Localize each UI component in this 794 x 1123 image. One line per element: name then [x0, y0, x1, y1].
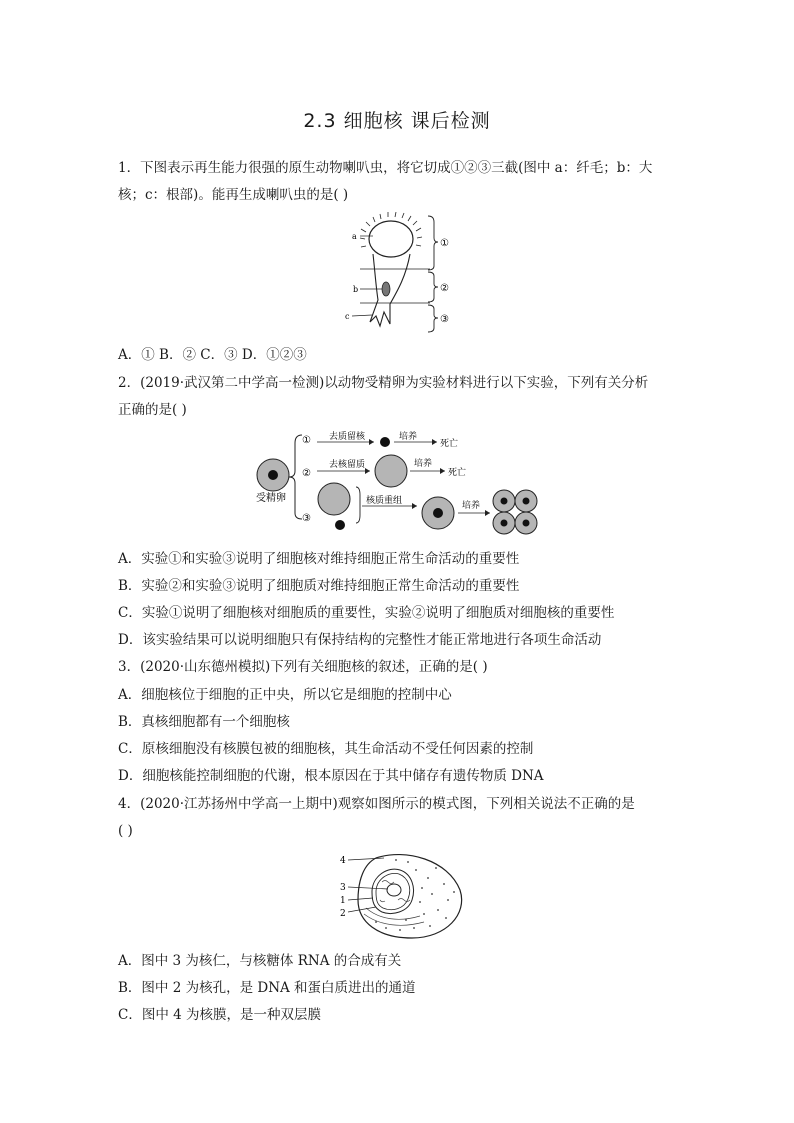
q2-option-d: D．该实验结果可以说明细胞只有保持结构的完整性才能正常地进行各项生命活动: [118, 632, 602, 648]
row3-num: ③: [302, 513, 311, 524]
label-b: b: [353, 285, 359, 294]
q4-option-a: A．图中 3 为核仁，与核糖体 RNA 的合成有关: [118, 953, 402, 969]
trumpet-animal-figure: [340, 212, 460, 337]
page-title: 2.3 细胞核 课后检测: [303, 110, 491, 132]
q1-stem-line2: 核；c：根部)。能再生成喇叭虫的是( ): [118, 187, 349, 203]
row1-step: 去质留核: [329, 432, 366, 442]
row2-step: 去核留质: [329, 460, 366, 470]
row3-culture: 培养: [462, 501, 481, 511]
q4-stem-line1: 4．(2020·江苏扬州中学高一上期中)观察如图所示的模式图，下列相关说法不正确的是: [118, 796, 635, 812]
section-2: ②: [440, 283, 449, 294]
egg-experiment-figure: [252, 425, 552, 540]
row1-culture: 培养: [399, 432, 418, 442]
q3-option-c: C．原核细胞没有核膜包被的细胞核，其生命活动不受任何因素的控制: [118, 741, 534, 757]
row2-num: ②: [302, 468, 311, 479]
q2-option-b: B．实验②和实验③说明了细胞质对维持细胞正常生命活动的重要性: [118, 578, 520, 594]
q2-option-a: A．实验①和实验③说明了细胞核对维持细胞正常生命活动的重要性: [118, 551, 520, 567]
row3-step: 核质重组: [366, 496, 403, 506]
label-c: c: [345, 312, 350, 321]
nucleus-model-figure: [336, 850, 471, 942]
q2-stem-line2: 正确的是( ): [118, 402, 187, 418]
egg-label: 受精卵: [256, 493, 286, 504]
q1-options: A．① B．② C．③ D．①②③: [118, 347, 307, 363]
label-1: 1: [340, 896, 346, 906]
label-4: 4: [340, 856, 346, 866]
q4-stem-line2: ( ): [118, 823, 133, 839]
q3-option-b: B．真核细胞都有一个细胞核: [118, 714, 290, 730]
q3-option-d: D．细胞核能控制细胞的代谢，根本原因在于其中储存有遗传物质 DNA: [118, 768, 544, 784]
q3-option-a: A．细胞核位于细胞的正中央，所以它是细胞的控制中心: [118, 687, 452, 703]
q1-stem-line1: 1．下图表示再生能力很强的原生动物喇叭虫，将它切成①②③三截(图中 a：纤毛；b：大: [118, 160, 653, 176]
label-2: 2: [340, 909, 346, 919]
macronucleus-shape: [382, 282, 390, 296]
nucleolus-shape: [387, 884, 401, 896]
row1-death: 死亡: [440, 439, 459, 449]
q4-option-c: C．图中 4 为核膜，是一种双层膜: [118, 1007, 322, 1023]
q2-stem-line1: 2．(2019·武汉第二中学高一检测)以动物受精卵为实验材料进行以下实验，下列有关分析: [118, 375, 649, 391]
label-a: a: [352, 232, 357, 241]
q3-stem: 3．(2020·山东德州模拟)下列有关细胞核的叙述，正确的是( ): [118, 659, 488, 675]
q4-option-b: B．图中 2 为核孔，是 DNA 和蛋白质进出的通道: [118, 980, 416, 996]
row1-num: ①: [302, 435, 311, 446]
dividing-cells: [493, 490, 537, 534]
row2-culture: 培养: [414, 459, 433, 469]
section-3: ③: [440, 314, 449, 325]
section-1: ①: [440, 238, 449, 249]
label-3: 3: [340, 883, 346, 893]
row2-death: 死亡: [448, 468, 467, 478]
q2-option-c: C．实验①说明了细胞核对细胞质的重要性，实验②说明了细胞质对细胞核的重要性: [118, 605, 615, 621]
